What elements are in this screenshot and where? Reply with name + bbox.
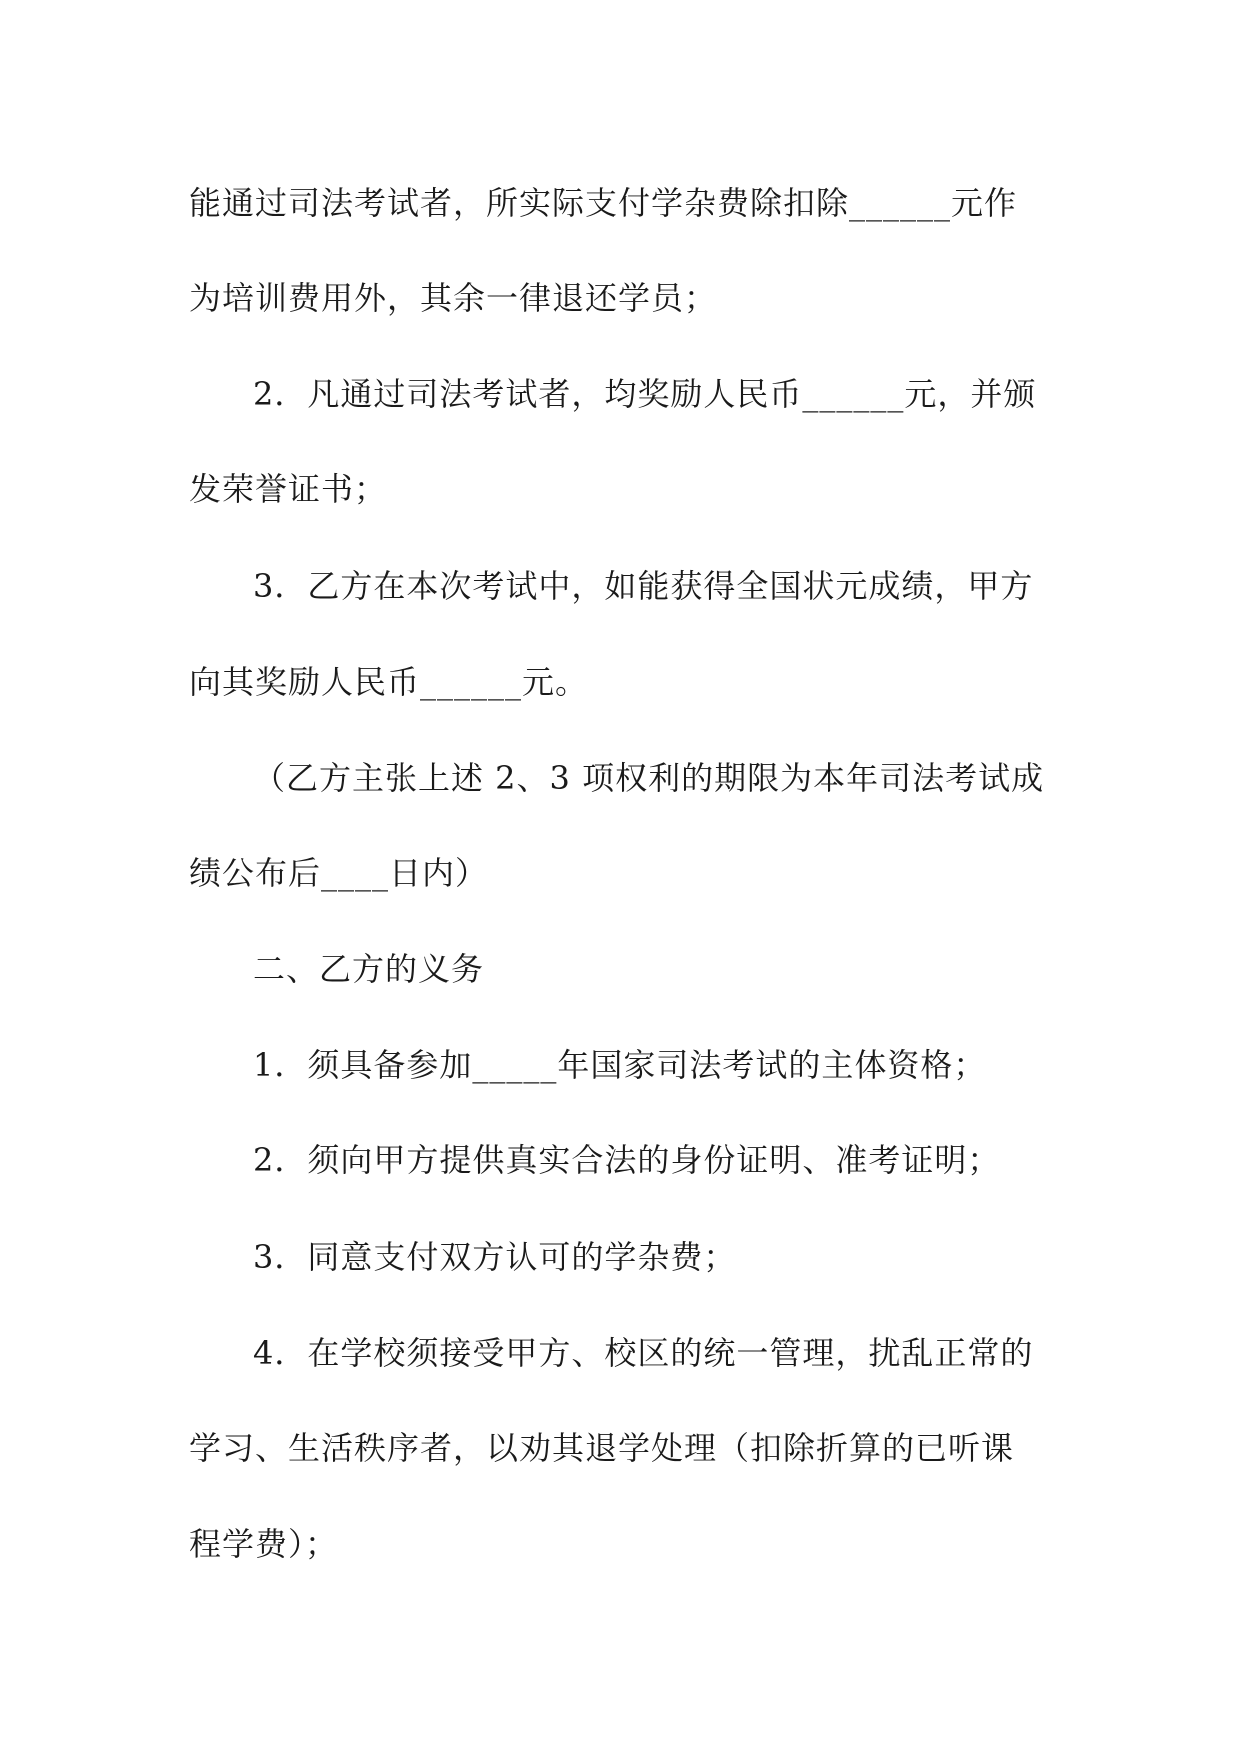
paragraph-line: 绩公布后____日内）: [189, 854, 489, 892]
section-heading: 二、乙方的义务: [253, 950, 485, 988]
paragraph-line: 学习、生活秩序者，以劝其退学处理（扣除折算的已听课: [189, 1429, 1015, 1467]
paragraph-line: 3．同意支付双方认可的学杂费；: [253, 1238, 737, 1276]
paragraph-line: （乙方主张上述 2、3 项权利的期限为本年司法考试成: [253, 759, 1045, 797]
paragraph-line: 3．乙方在本次考试中，如能获得全国状元成绩，甲方: [253, 567, 1034, 605]
paragraph-line: 能通过司法考试者，所实际支付学杂费除扣除______元作: [189, 184, 1018, 222]
paragraph-line: 1．须具备参加_____年国家司法考试的主体资格；: [253, 1046, 987, 1084]
paragraph-line: 4．在学校须接受甲方、校区的统一管理，扰乱正常的: [253, 1334, 1034, 1372]
paragraph-line: 为培训费用外，其余一律退还学员；: [189, 279, 718, 317]
paragraph-line: 程学费）；: [189, 1525, 339, 1563]
paragraph-line: 2．须向甲方提供真实合法的身份证明、准考证明；: [253, 1141, 1001, 1179]
paragraph-line: 向其奖励人民币______元。: [189, 663, 589, 701]
paragraph-line: 发荣誉证书；: [189, 470, 388, 508]
paragraph-line: 2．凡通过司法考试者，均奖励人民币______元，并颁: [253, 375, 1037, 413]
